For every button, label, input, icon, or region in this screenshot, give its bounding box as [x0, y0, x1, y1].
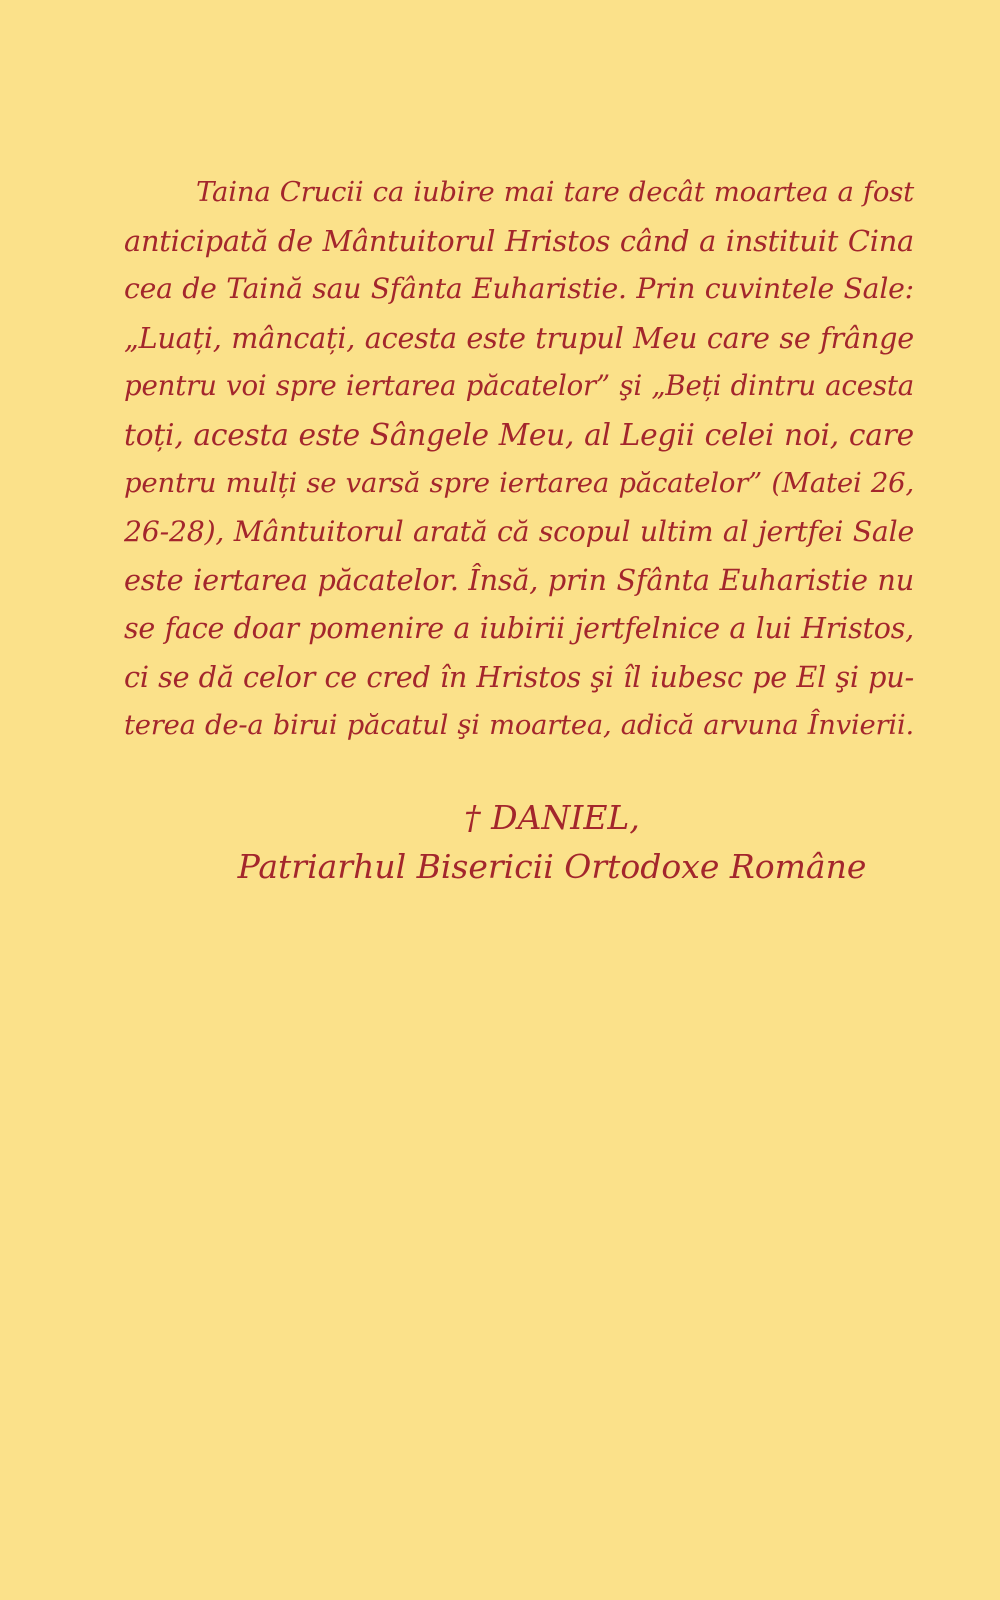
signature-name: † DANIEL, — [464, 798, 640, 837]
paragraph-line: pentru mulți se varsă spre iertarea păcatelor” (Matei 26, — [124, 467, 914, 499]
paragraph-line: pentru voi spre iertarea păcatelor” şi „Beți dintru acesta — [124, 369, 914, 402]
paragraph-line: toți, acesta este Sângele Meu, al Legii celei noi, care — [124, 416, 914, 452]
paragraph-line: este iertarea păcatelor. Însă, prin Sfânta Euharistie nu — [124, 563, 914, 597]
paragraph-line: Taina Crucii ca iubire mai tare decât moartea a fost — [196, 176, 914, 208]
signature-title: Patriarhul Bisericii Ortodoxe Române — [237, 847, 867, 886]
quote-paragraph — [124, 168, 914, 750]
paragraph-line: anticipată de Mântuitorul Hristos când a instituit Cina — [124, 223, 914, 258]
paragraph-line: terea de-a birui păcatul şi moartea, adică arvuna Învierii. — [124, 709, 914, 741]
paragraph-line: se face doar pomenire a iubirii jertfelnice a lui Hristos, — [124, 611, 914, 645]
paragraph-line: cea de Taină sau Sfânta Euharistie. Prin cuvintele Sale: — [124, 272, 914, 305]
paragraph-line: „Luați, mâncați, acesta este trupul Meu care se frânge — [124, 320, 914, 355]
paragraph-line: 26-28), Mântuitorul arată că scopul ultim al jertfei Sale — [124, 514, 914, 548]
paragraph-line: ci se dă celor ce cred în Hristos şi îl iubesc pe El şi pu- — [124, 660, 914, 694]
